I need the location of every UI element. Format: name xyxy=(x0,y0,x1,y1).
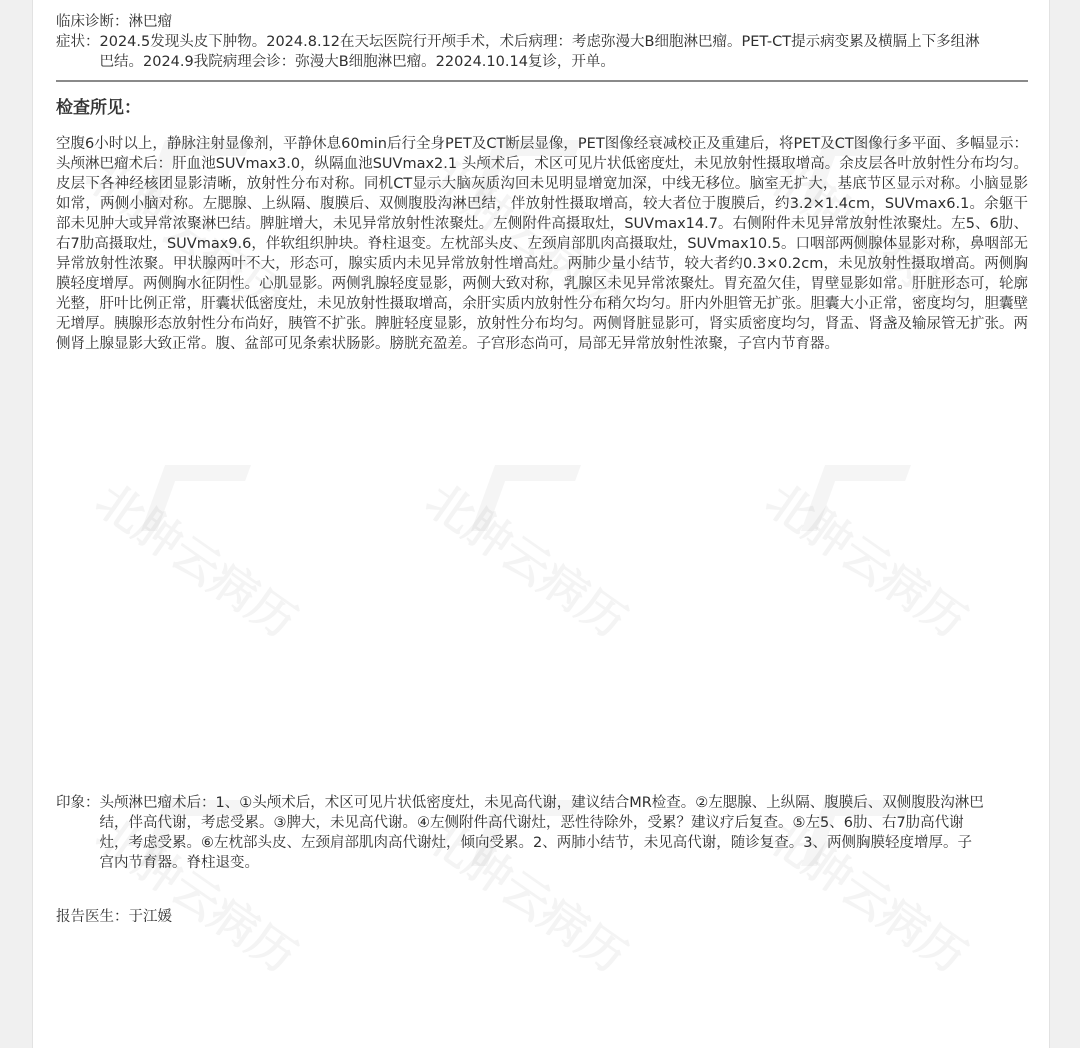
watermark-logo xyxy=(141,465,251,531)
doctor-label: 报告医生： xyxy=(56,909,129,925)
watermark-text xyxy=(415,465,641,651)
diagnosis-row xyxy=(56,12,1028,32)
section-divider xyxy=(56,80,1028,82)
impression-label: 印象： xyxy=(56,795,100,811)
findings-title: 检查所见： xyxy=(56,98,141,118)
diagnosis-label: 临床诊断： xyxy=(56,14,129,30)
watermark-logo xyxy=(801,465,911,531)
impression-text: 头颅淋巴瘤术后：1、①头颅术后，术区可见片状低密度灶，未见高代谢，建议结合MR检查。②左腮腺、上纵隔、腹膜后、双侧腹股沟淋巴结，伴高代谢，考虑受累。③脾大，未见高代谢。④左侧附件高代谢灶，恶性待除外，受累？建议疗后复查。⑤左5、6肋、右7肋高代谢灶，考虑受累。⑥左枕部头皮、左颈肩部肌肉高代谢灶，倾向受累。2、两肺小结节，未见高代谢，随诊复查。3、两侧胸膜轻度增厚。子宫内节育器。脊柱退变。 xyxy=(99,795,984,871)
report-page xyxy=(32,0,1050,1048)
symptom-row xyxy=(56,32,1028,72)
doctor-name: 于江媛 xyxy=(128,909,172,925)
impression-row xyxy=(56,793,986,873)
diagnosis-value: 淋巴瘤 xyxy=(128,14,172,30)
symptom-label: 症状： xyxy=(56,34,100,50)
watermark-text xyxy=(85,465,311,651)
doctor-row xyxy=(56,907,172,927)
watermark-logo xyxy=(471,465,581,531)
symptom-value: 2024.5发现头皮下肿物。2024.8.12在天坛医院行开颅手术，术后病理：考虑弥漫大B细胞淋巴瘤。PET-CT提示病变累及横膈上下多组淋巴结。2024.9我院病理会诊：弥漫大B细胞淋巴瘤。22024.10.14复诊，开单。 xyxy=(99,34,980,70)
findings-text: 空腹6小时以上，静脉注射显像剂，平静休息60min后行全身PET及CT断层显像，PET图像经衰减校正及重建后，将PET及CT图像行多平面、多幅显示：头颅淋巴瘤术后：肝血池SUVmax3.0，纵隔血池SUVmax2.1 头颅术后，术区可见片状低密度灶，未见放射性摄取增高。余皮层各叶放射性分布均匀。皮层下各神经核团显影清晰，放射性分布对称。同机CT显示大脑灰质沟回未见明显增宽加深，中线无移位。脑室无扩大，基底节区显示对称。小脑显影如常，两侧小脑对称。左腮腺、上纵隔、腹膜后、双侧腹股沟淋巴结，伴放射性摄取增高，较大者位于腹膜后，约3.2×1.4cm，SUVmax6.1。余躯干部未见肿大或异常浓聚淋巴结。脾脏增大，未见异常放射性浓聚灶。左侧附件高摄取灶，SUVmax14.7。右侧附件未见异常放射性浓聚灶。左5、6肋、右7肋高摄取灶，SUVmax9.6，伴软组织肿块。脊柱退变。左枕部头皮、左颈肩部肌肉高摄取灶，SUVmax10.5。口咽部两侧腺体显影对称，鼻咽部无异常放射性浓聚。甲状腺两叶不大，形态可，腺实质内未见异常放射性增高灶。两肺少量小结节，较大者约0.3×0.2cm，未见放射性摄取增高。两侧胸膜轻度增厚。两侧胸水征阴性。心肌显影。两侧乳腺轻度显影，两侧大致对称，乳腺区未见异常浓聚灶。胃充盈欠佳，胃壁显影如常。肝脏形态可，轮廓光整，肝叶比例正常，肝囊状低密度灶，未见放射性摄取增高，余肝实质内放射性分布稍欠均匀。肝内外胆管无扩张。胆囊大小正常，密度均匀，胆囊壁无增厚。胰腺形态放射性分布尚好，胰管不扩张。脾脏轻度显影，放射性分布均匀。两侧肾脏显影可，肾实质密度均匀，肾盂、肾盏及输尿管无扩张。两侧肾上腺显影大致正常。腹、盆部可见条索状肠影。膀胱充盈差。子宫形态尚可，局部无异常放射性浓聚，子宫内节育器。 xyxy=(56,136,1029,352)
watermark-text xyxy=(755,465,981,651)
report-content xyxy=(56,0,1029,925)
